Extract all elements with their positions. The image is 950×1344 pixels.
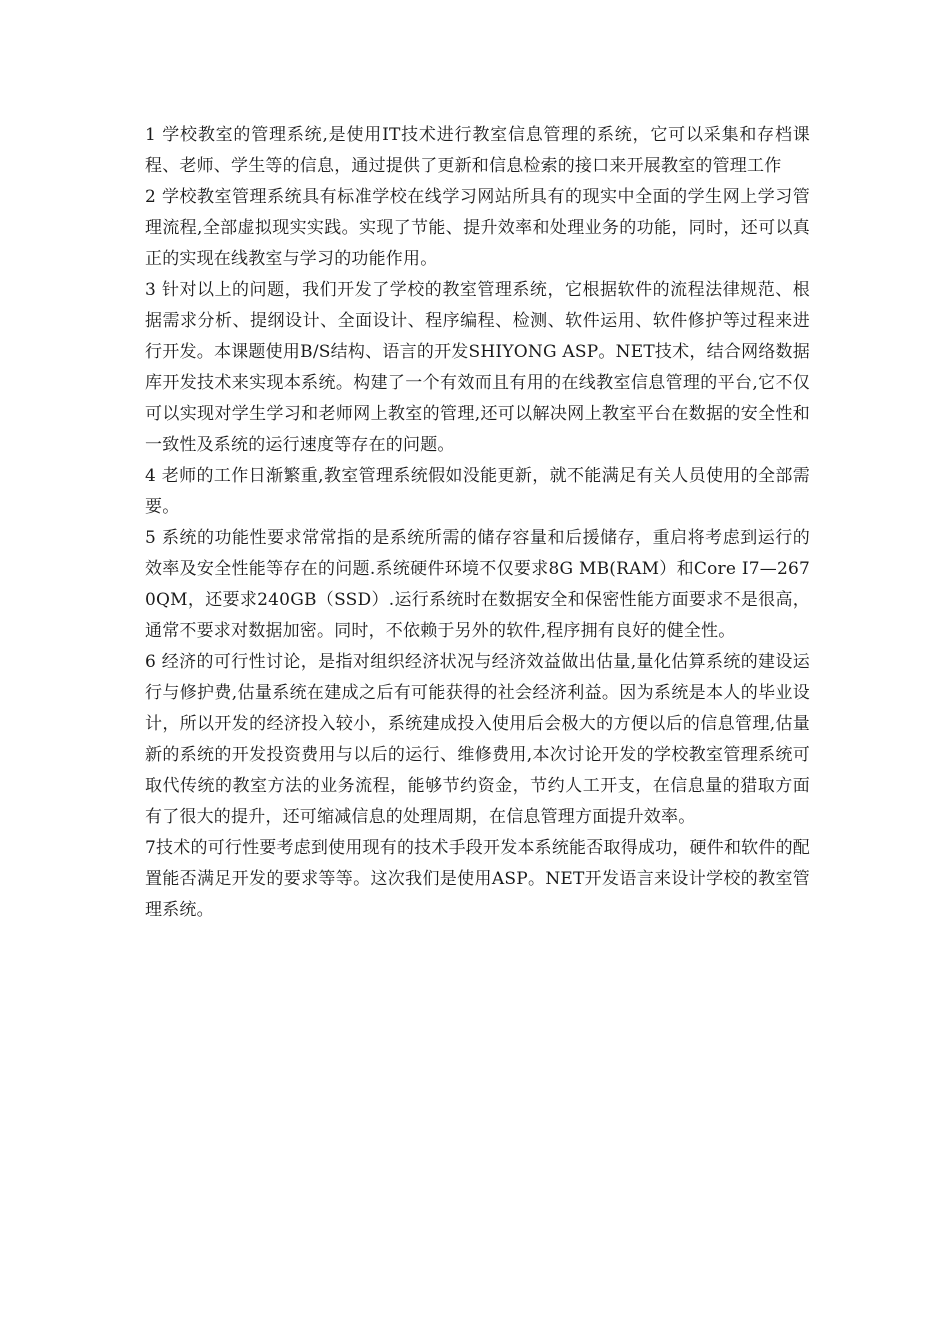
paragraph-5: 5 系统的功能性要求常常指的是系统所需的储存容量和后援储存，重启将考虑到运行的效率及安全性能等存在的问题.系统硬件环境不仅要求8G MB(RAM）和Core I7—2670QM，还要求240GB（SSD）.运行系统时在数据安全和保密性能方面要求不是很高，通常不要求对数据加密。同时，不依赖于另外的软件,程序拥有良好的健全性。 [145, 528, 810, 641]
paragraph-6: 6 经济的可行性讨论，是指对组织经济状况与经济效益做出估量,量化估算系统的建设运行与修护费,估量系统在建成之后有可能获得的社会经济利益。因为系统是本人的毕业设计，所以开发的经济投入较小，系统建成投入使用后会极大的方便以后的信息管理,估量新的系统的开发投资费用与以后的运行、维修费用,本次讨论开发的学校教室管理系统可取代传统的教室方法的业务流程，能够节约资金，节约人工开支，在信息量的猎取方面有了很大的提升，还可缩减信息的处理周期，在信息管理方面提升效率。 [145, 652, 810, 827]
paragraph-1: 1 学校教室的管理系统,是使用IT技术进行教室信息管理的系统，它可以采集和存档课程、老师、学生等的信息，通过提供了更新和信息检索的接口来开展教室的管理工作 [145, 125, 810, 176]
paragraph-3: 3 针对以上的问题，我们开发了学校的教室管理系统，它根据软件的流程法律规范、根据需求分析、提纲设计、全面设计、程序编程、检测、软件运用、软件修护等过程来进行开发。本课题使用B/S结构、语言的开发SHIYONG ASP。NET技术，结合网络数据库开发技术来实现本系统。构建了一个有效而且有用的在线教室信息管理的平台,它不仅可以实现对学生学习和老师网上教室的管理,还可以解决网上教室平台在数据的安全性和一致性及系统的运行速度等存在的问题。 [145, 280, 810, 455]
paragraph-7: 7技术的可行性要考虑到使用现有的技术手段开发本系统能否取得成功，硬件和软件的配置能否满足开发的要求等等。这次我们是使用ASP。NET开发语言来设计学校的教室管理系统。 [145, 838, 810, 920]
paragraph-2: 2 学校教室管理系统具有标准学校在线学习网站所具有的现实中全面的学生网上学习管理流程,全部虚拟现实实践。实现了节能、提升效率和处理业务的功能，同时，还可以真正的实现在线教室与学习的功能作用。 [145, 187, 810, 269]
document-body [145, 120, 810, 926]
paragraph-4: 4 老师的工作日渐繁重,教室管理系统假如没能更新，就不能满足有关人员使用的全部需要。 [145, 466, 810, 517]
